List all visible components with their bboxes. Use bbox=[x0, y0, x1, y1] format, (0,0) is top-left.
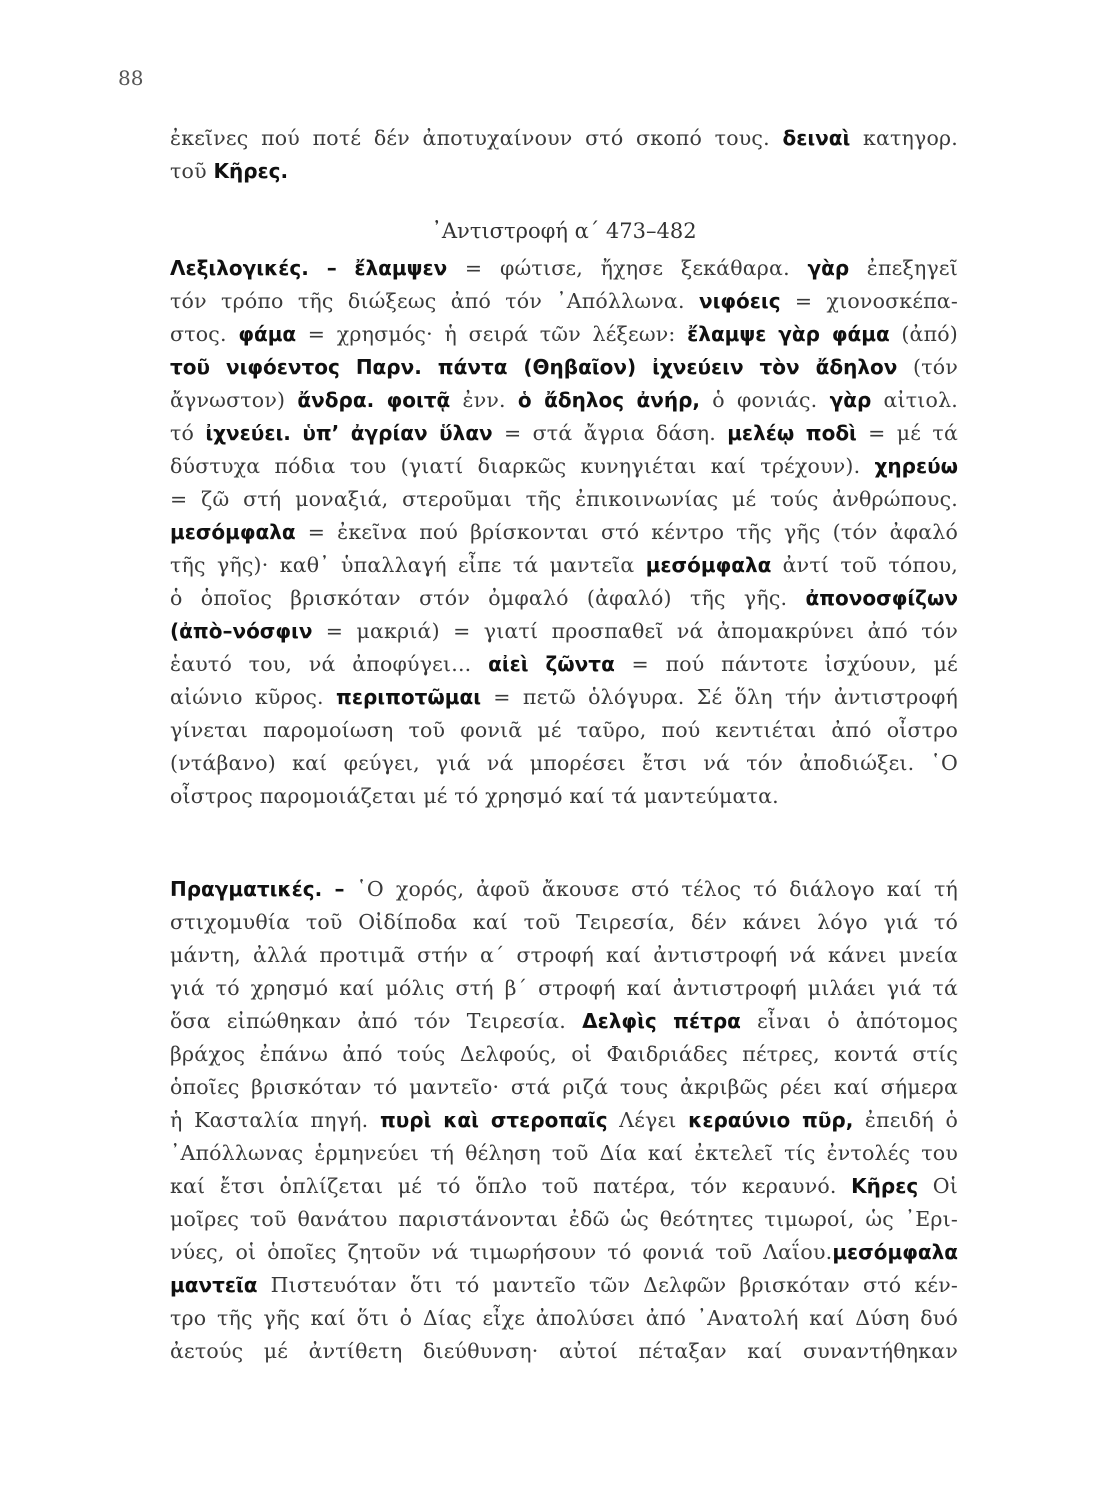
text-run: τοῦ bbox=[170, 159, 214, 183]
bold-term: μεσόμφαλα bbox=[645, 553, 772, 577]
text-line bbox=[170, 318, 958, 351]
text-line bbox=[170, 972, 958, 1005]
text-line bbox=[170, 516, 958, 549]
text-run: ὁποῖες βρισκόταν τό μαντεῖο· στά ριζά τους ἀκριβῶς ρέει καί σήμερα bbox=[170, 1075, 958, 1099]
lexilogikes-paragraph bbox=[170, 252, 958, 813]
text-run: τῆς γῆς)· καθ᾽ ὑπαλλαγή εἶπε τά μαντεῖα bbox=[170, 553, 646, 577]
text-run: ὁ φονιάς. bbox=[700, 388, 830, 412]
bold-term: τοῦ νιφόεντος Παρν. πάντα (Θηβαῖον) ἰχνεύειν τὸν ἄδηλον bbox=[170, 355, 898, 379]
section-heading: ᾿Αντιστροφή α΄ 473–482 bbox=[431, 219, 697, 243]
text-run: κατηγορ. bbox=[850, 126, 958, 150]
text-run: οἶστρος παρομοιάζεται μέ τό χρησμό καί τά μαντεύματα. bbox=[170, 784, 779, 808]
text-run: γίνεται παρομοίωση τοῦ φονιᾶ μέ ταῦρο, πού κεντιέται ἀπό οἶστρο bbox=[170, 718, 958, 742]
text-line bbox=[170, 906, 958, 939]
text-run: = στά ἄγρια δάση. bbox=[492, 421, 728, 445]
text-run: δύστυχα πόδια του (γιατί διαρκῶς κυνηγιέται καί τρέχουν). bbox=[170, 454, 875, 478]
text-line bbox=[170, 615, 958, 648]
bold-term: μεσόμφαλα bbox=[832, 1240, 958, 1264]
text-run: = μέ τά bbox=[856, 421, 958, 445]
text-run: νύες, οἱ ὁποῖες ζητοῦν νά τιμωρήσουν τό φονιά τοῦ Λαΐου. bbox=[170, 1240, 833, 1264]
text-run: (ἀπό) bbox=[889, 322, 958, 346]
text-line bbox=[170, 285, 958, 318]
text-run: ἑαυτό του, νά ἀποφύγει... bbox=[170, 652, 489, 676]
text-run: = πετῶ ὁλόγυρα. Σέ ὅλη τήν ἀντιστροφή bbox=[481, 685, 958, 709]
bold-term: ἀπονοσφίζων bbox=[805, 586, 958, 610]
text-line bbox=[170, 549, 958, 582]
text-run: τόν τρόπο τῆς διώξεως ἀπό τόν ᾿Απόλλωνα. bbox=[170, 289, 699, 313]
text-line bbox=[170, 648, 958, 681]
text-run: = μακριά) = γιατί προσπαθεῖ νά ἀπομακρύνει ἀπό τόν bbox=[312, 619, 958, 643]
bold-term: αἰεὶ ζῶντα bbox=[488, 652, 615, 676]
text-run: = ἐκεῖνα πού βρίσκονται στό κέντρο τῆς γῆς (τόν ἀφαλό bbox=[295, 520, 958, 544]
text-run: στιχομυθία τοῦ Οἰδίποδα καί τοῦ Τειρεσία, δέν κάνει λόγο γιά τό bbox=[170, 910, 958, 934]
bold-term: Κῆρες. bbox=[213, 159, 289, 183]
text-line bbox=[170, 747, 958, 780]
text-run: μοῖρες τοῦ θανάτου παριστάνονται ἐδῶ ὡς θεότητες τιμωροί, ὡς ᾿Ερι- bbox=[170, 1207, 958, 1231]
text-run: ἐκεῖνες πού ποτέ δέν ἀποτυχαίνουν στό σκοπό τους. bbox=[170, 126, 783, 150]
text-line bbox=[170, 1104, 958, 1137]
text-run: Πιστευόταν ὅτι τό μαντεῖο τῶν Δελφῶν βρισκόταν στό κέν- bbox=[257, 1273, 958, 1297]
text-run: ἐνν. bbox=[450, 388, 518, 412]
bold-term: Λεξιλογικές. – bbox=[170, 256, 337, 280]
text-run: (ντάβανο) καί φεύγει, γιά νά μπορέσει ἔτσι νά τόν ἀποδιώξει. ῾Ο bbox=[170, 751, 958, 775]
text-line bbox=[170, 1302, 958, 1335]
bold-term: Κῆρες bbox=[851, 1174, 919, 1198]
text-line bbox=[170, 252, 958, 285]
text-run: στος. bbox=[170, 322, 239, 346]
text-run: ἐπεξηγεῖ bbox=[849, 256, 958, 280]
text-run bbox=[337, 256, 355, 280]
bold-term: ἰχνεύει. ὑπ’ ἀγρίαν ὕλαν bbox=[205, 421, 493, 445]
text-line bbox=[170, 450, 958, 483]
text-run: τρο τῆς γῆς καί ὅτι ὁ Δίας εἶχε ἀπολύσει ἀπό ᾿Ανατολή καί Δύση δυό bbox=[170, 1306, 958, 1330]
text-run: Οἱ bbox=[918, 1174, 958, 1198]
bold-term: γὰρ bbox=[829, 388, 872, 412]
bold-term: μελέῳ ποδὶ bbox=[727, 421, 857, 445]
intro-paragraph bbox=[170, 122, 958, 188]
text-line bbox=[170, 1335, 958, 1368]
text-run: ἀετούς μέ ἀντίθετη διεύθυνση· αὐτοί πέταξαν καί συναντήθηκαν bbox=[170, 1339, 958, 1363]
bold-term: (ἀπὸ–νόσφιν bbox=[170, 619, 313, 643]
bold-term: Πραγματικές. – bbox=[170, 877, 345, 901]
text-run: ῾Ο χορός, ἀφοῦ ἄκουσε στό τέλος τό διάλογο καί τή bbox=[344, 877, 958, 901]
text-line bbox=[170, 1269, 958, 1302]
bold-term: νιφόεις bbox=[698, 289, 781, 313]
text-line bbox=[170, 1170, 958, 1203]
text-line bbox=[170, 1203, 958, 1236]
text-line bbox=[170, 1236, 958, 1269]
text-line bbox=[170, 681, 958, 714]
text-run: ὅσα εἰπώθηκαν ἀπό τόν Τειρεσία. bbox=[170, 1009, 583, 1033]
text-run: = χρησμός· ἡ σειρά τῶν λέξεων: bbox=[296, 322, 688, 346]
text-run: τό bbox=[170, 421, 206, 445]
text-run: = χιονοσκέπα- bbox=[780, 289, 958, 313]
text-run: αἰτιολ. bbox=[871, 388, 958, 412]
text-line bbox=[170, 1137, 958, 1170]
bold-term: ἔλαμψε γὰρ φάμα bbox=[687, 322, 890, 346]
text-line bbox=[170, 1038, 958, 1071]
text-run: ἄγνωστον) bbox=[170, 388, 298, 412]
text-line bbox=[170, 873, 958, 906]
text-run: ἀντί τοῦ τόπου, bbox=[771, 553, 958, 577]
text-run: Λέγει bbox=[607, 1108, 689, 1132]
bold-term: ἄνδρα. φοιτᾷ bbox=[297, 388, 451, 412]
text-line bbox=[170, 582, 958, 615]
text-line bbox=[170, 483, 958, 516]
bold-term: ὁ ἄδηλος ἀνήρ, bbox=[517, 388, 701, 412]
text-line bbox=[170, 780, 958, 813]
text-line bbox=[170, 714, 958, 747]
text-run: βράχος ἐπάνω ἀπό τούς Δελφούς, οἱ Φαιδριάδες πέτρες, κοντά στίς bbox=[170, 1042, 958, 1066]
text-line bbox=[170, 155, 958, 188]
bold-term: φάμα bbox=[238, 322, 297, 346]
bold-term: γὰρ bbox=[807, 256, 850, 280]
bold-term: ἔλαμψεν bbox=[354, 256, 448, 280]
text-run: ὁ ὁποῖος βρισκόταν στόν ὀμφαλό (ἀφαλό) τῆς γῆς. bbox=[170, 586, 806, 610]
bold-term: δειναὶ bbox=[782, 126, 851, 150]
bold-term: μαντεῖα bbox=[170, 1273, 258, 1297]
pragmatikes-paragraph bbox=[170, 873, 958, 1368]
text-run: καί ἔτσι ὁπλίζεται μέ τό ὅπλο τοῦ πατέρα, τόν κεραυνό. bbox=[170, 1174, 852, 1198]
text-line bbox=[170, 1071, 958, 1104]
text-run: = φώτισε, ἤχησε ξεκάθαρα. bbox=[447, 256, 808, 280]
text-line bbox=[170, 939, 958, 972]
text-line bbox=[170, 384, 958, 417]
text-run: γιά τό χρησμό καί μόλις στή β΄ στροφή καί ἀντιστροφή μιλάει γιά τά bbox=[170, 976, 958, 1000]
text-line bbox=[170, 122, 958, 155]
bold-term: κεραύνιο πῦρ, bbox=[688, 1108, 854, 1132]
text-line bbox=[170, 351, 958, 384]
bold-term: πυρὶ καὶ στεροπαῖς bbox=[379, 1108, 608, 1132]
text-run: = πού πάντοτε ἰσχύουν, μέ bbox=[614, 652, 959, 676]
bold-term: μεσόμφαλα bbox=[170, 520, 296, 544]
text-run: ᾿Απόλλωνας ἑρμηνεύει τή θέληση τοῦ Δία καί ἐκτελεῖ τίς ἐντολές του bbox=[170, 1141, 958, 1165]
text-run: αἰώνιο κῦρος. bbox=[170, 685, 337, 709]
text-line bbox=[170, 1005, 958, 1038]
text-run: = ζῶ στή μοναξιά, στεροῦμαι τῆς ἐπικοινωνίας μέ τούς ἀνθρώπους. bbox=[170, 487, 958, 511]
page-number: 88 bbox=[118, 66, 144, 90]
text-run: μάντη, ἀλλά προτιμᾶ στήν α΄ στροφή καί ἀντιστροφή νά κάνει μνεία bbox=[170, 943, 958, 967]
text-run: ἡ Κασταλία πηγή. bbox=[170, 1108, 380, 1132]
bold-term: περιποτῶμαι bbox=[336, 685, 482, 709]
text-run: ἐπειδή ὁ bbox=[853, 1108, 959, 1132]
text-line bbox=[170, 417, 958, 450]
text-run: (τόν bbox=[897, 355, 958, 379]
text-run: εἶναι ὁ ἀπότομος bbox=[740, 1009, 959, 1033]
bold-term: Δελφὶς πέτρα bbox=[582, 1009, 741, 1033]
bold-term: χηρεύω bbox=[874, 454, 958, 478]
